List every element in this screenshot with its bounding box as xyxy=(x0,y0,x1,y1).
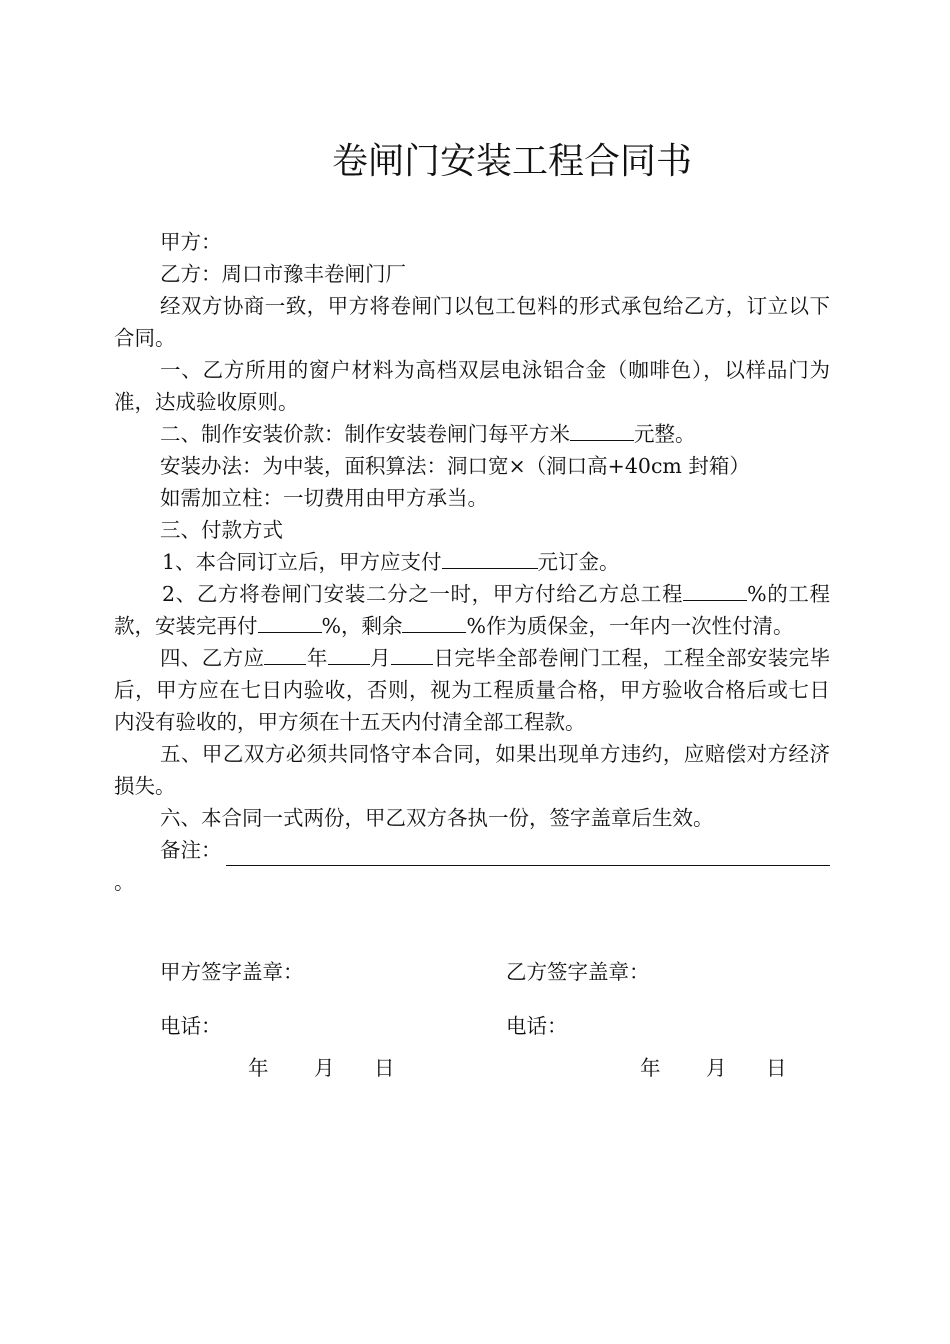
payment-1-text-b: 元订金。 xyxy=(537,550,620,574)
party-a-line: 甲方： xyxy=(160,230,222,254)
party-a-date-month: 月 xyxy=(314,1056,335,1080)
clause-1: 一、乙方所用的窗户材料为高档双层电泳铝合金（咖啡色），以样品门为准，达成验收原则。 xyxy=(114,358,830,414)
payment-2-text-b: %的工程款，安装完再付 xyxy=(114,582,830,638)
deposit-blank xyxy=(442,546,538,569)
month-blank xyxy=(328,642,370,665)
percent-blank-3 xyxy=(402,610,466,633)
install-method: 安装办法：为中装，面积算法：洞口宽×（洞口高+40cm 封箱） xyxy=(160,454,750,478)
party-b-phone-label: 电话： xyxy=(506,1014,568,1038)
party-a-signature-label: 甲方签字盖章： xyxy=(160,960,304,984)
party-a-phone-label: 电话： xyxy=(160,1014,222,1038)
clause-4 xyxy=(114,642,830,738)
document-title: 卷闸门安装工程合同书 xyxy=(331,141,692,182)
clause-6: 六、本合同一式两份，甲乙双方各执一份，签字盖章后生效。 xyxy=(160,806,714,830)
party-a-date xyxy=(248,1052,404,1084)
clause-2-text-b: 元整。 xyxy=(634,422,696,446)
payment-2-text-c: %，剩余 xyxy=(321,614,403,638)
payment-2-text-d: %作为质保金，一年内一次性付清。 xyxy=(466,614,794,638)
clause-3: 三、付款方式 xyxy=(160,518,283,542)
party-b-date-month: 月 xyxy=(706,1056,727,1080)
clause-2 xyxy=(114,418,830,450)
clause-4-year: 年 xyxy=(306,646,328,670)
payment-1-text-a: 1、本合同订立后，甲方应支付 xyxy=(162,550,442,574)
intro-paragraph: 经双方协商一致，甲方将卷闸门以包工包料的形式承包给乙方，订立以下合同。 xyxy=(114,294,830,350)
day-blank xyxy=(391,642,433,665)
party-b-date-day: 日 xyxy=(766,1056,787,1080)
party-b-signature-label: 乙方签字盖章： xyxy=(506,960,650,984)
remark-label: 备注： xyxy=(160,838,222,862)
clause-4-text-b: 日完毕全部卷闸门工程，工程全部安装完毕后，甲方应在七日内验收，否则，视为工程质量合格，甲方验收合格后或七日内没有验收的，甲方须在十五天内付清全部工程款。 xyxy=(114,646,831,734)
clause-4-text-a: 四、乙方应 xyxy=(160,646,265,670)
party-b-date xyxy=(640,1052,796,1084)
percent-blank-2 xyxy=(258,610,322,633)
payment-1 xyxy=(114,546,830,578)
party-a-date-year: 年 xyxy=(248,1056,269,1080)
percent-blank-1 xyxy=(683,578,747,601)
party-b-line: 乙方：周口市豫丰卷闸门厂 xyxy=(160,262,406,286)
payment-2-text-a: 2、乙方将卷闸门安装二分之一时，甲方付给乙方总工程 xyxy=(162,582,684,606)
clause-2-text-a: 二、制作安装价款：制作安装卷闸门每平方米 xyxy=(160,422,570,446)
remark-row xyxy=(114,834,830,866)
pillar-note: 如需加立柱：一切费用由甲方承当。 xyxy=(160,486,488,510)
party-b-date-year: 年 xyxy=(640,1056,661,1080)
clause-4-month: 月 xyxy=(369,646,392,670)
clause-5: 五、甲乙双方必须共同恪守本合同，如果出现单方违约，应赔偿对方经济损失。 xyxy=(114,742,830,798)
remark-blank-line xyxy=(226,841,831,866)
payment-2 xyxy=(114,578,830,642)
price-blank xyxy=(570,418,634,441)
party-a-date-day: 日 xyxy=(374,1056,395,1080)
remark-end: 。 xyxy=(114,870,135,894)
year-blank xyxy=(264,642,306,665)
contract-body xyxy=(114,226,830,898)
